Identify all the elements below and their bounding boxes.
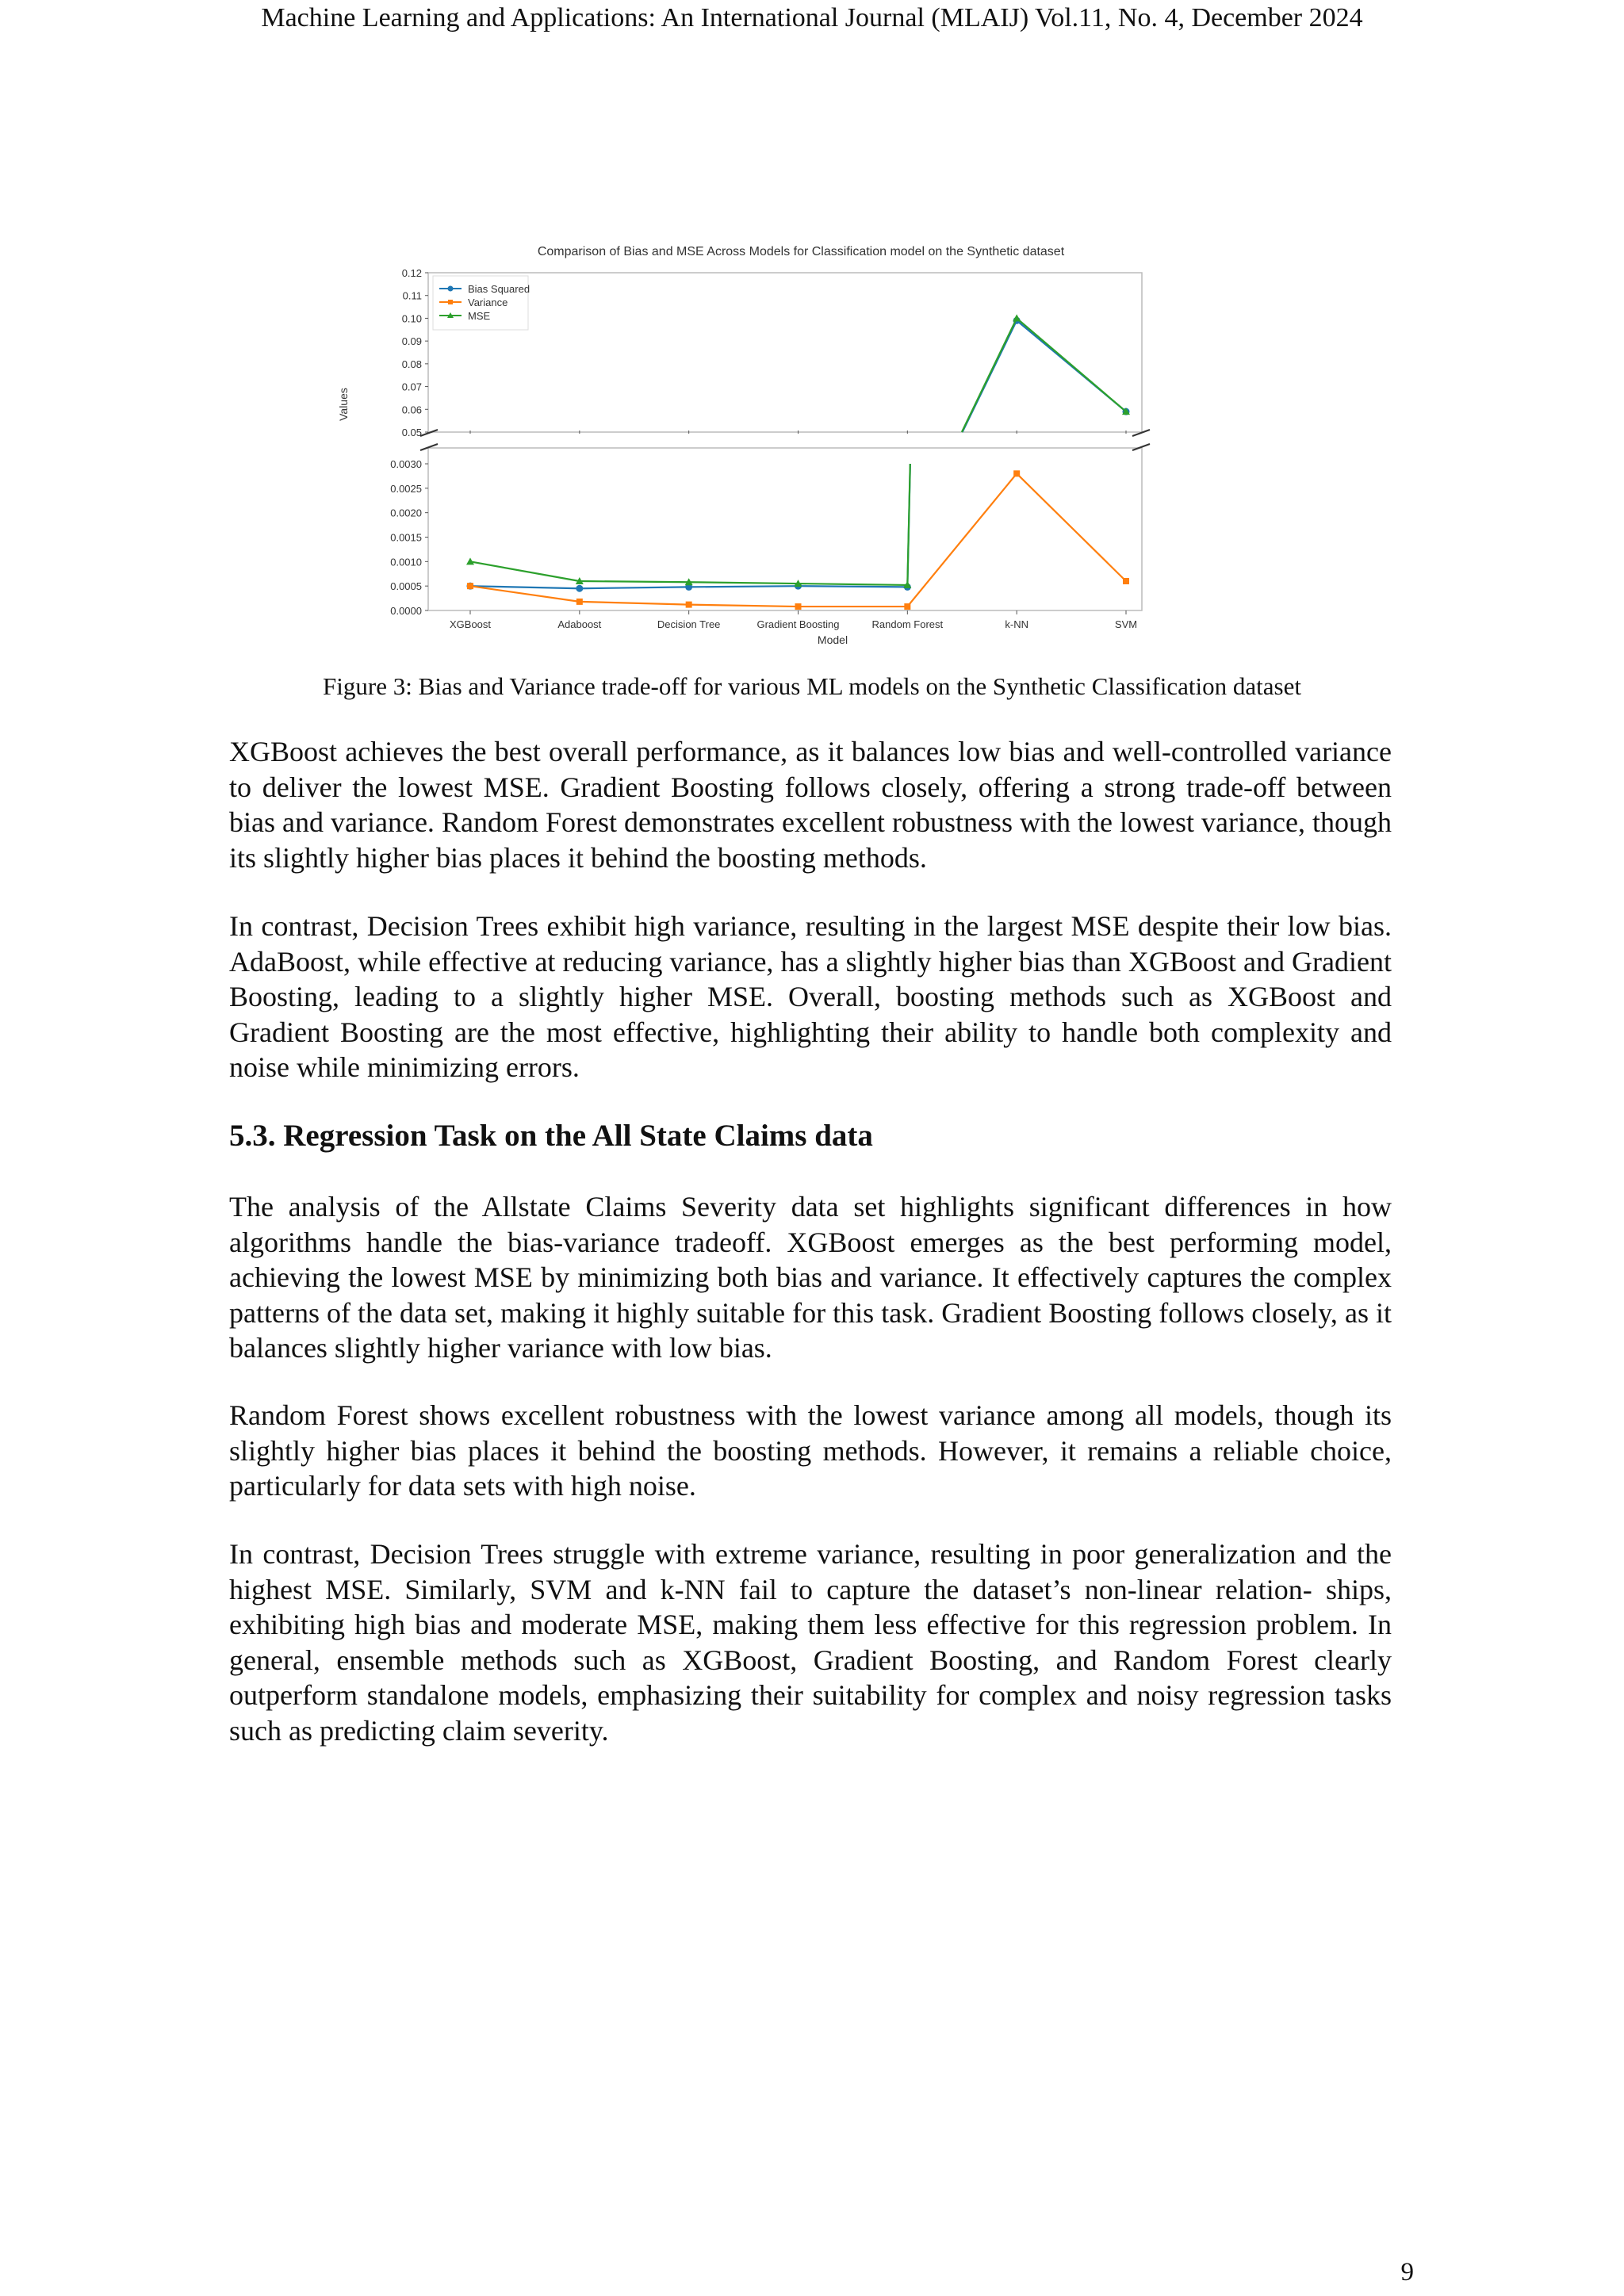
series-line-variance	[580, 602, 689, 605]
bias-variance-chart	[333, 238, 1300, 650]
y-tick-label-upper: 0.12	[401, 267, 422, 279]
paragraph-4: Random Forest shows excellent robustness with the lowest variance among all models, though its slightly higher bias places it behind the boosting methods. However, it remains a reliable choice, particularly for data sets with high noise.	[229, 1399, 1392, 1502]
legend-label: Variance	[468, 297, 508, 308]
series-line-variance	[907, 473, 1017, 607]
y-tick-label-lower: 0.0000	[390, 605, 422, 617]
series-line-mse	[799, 584, 908, 585]
data-point-variance	[467, 583, 473, 589]
data-point-variance	[1013, 470, 1020, 476]
y-tick-label-lower: 0.0010	[390, 556, 422, 568]
legend-label: MSE	[468, 310, 491, 322]
series-line-bias-squared	[799, 586, 908, 587]
x-tick-label: XGBoost	[449, 618, 492, 630]
x-tick-label: Random Forest	[871, 618, 944, 630]
series-line-variance	[1017, 473, 1126, 581]
y-tick-label-upper: 0.10	[401, 312, 422, 325]
y-tick-label-upper: 0.09	[401, 335, 422, 348]
y-tick-label-upper: 0.11	[402, 289, 422, 302]
y-tick-label-lower: 0.0025	[390, 482, 422, 495]
data-point-mse	[1013, 314, 1021, 321]
series-line-mse	[470, 561, 580, 581]
series-layer	[466, 314, 1130, 610]
y-tick-label-lower: 0.0030	[390, 458, 422, 470]
section-heading: 5.3. Regression Task on the All State Claims data	[229, 1119, 873, 1153]
x-tick-label: Decision Tree	[657, 618, 721, 630]
y-ticks-lower	[390, 458, 428, 617]
series-line-variance	[689, 605, 799, 607]
y-tick-label-upper: 0.07	[401, 381, 422, 393]
data-point-bias-squared	[576, 585, 583, 592]
series-line-mse	[1017, 318, 1126, 411]
series-line-bias-squared	[580, 587, 689, 588]
chart-title: Comparison of Bias and MSE Across Models for Classification model on the Synthetic dataset	[537, 245, 1065, 258]
paragraph-3: The analysis of the Allstate Claims Severity data set highlights significant differences in how algorithms handle the bias-variance tradeoff. XGBoost emerges as the best performing model, achieving the lowest MSE by minimizing both bias and variance. It effectively captures the complex patterns of the data set, making it highly suitable for this task. Gradient Boosting follows closely, as it balances slightly higher variance with low bias.	[229, 1191, 1392, 1364]
x-tick-label: SVM	[1114, 618, 1138, 630]
series-line-mse	[689, 582, 799, 584]
y-tick-label-upper: 0.08	[401, 358, 422, 370]
figure-3	[333, 238, 1300, 650]
data-point-variance	[795, 603, 802, 610]
y-ticks-upper	[402, 267, 428, 438]
x-axis-label: Model	[817, 633, 848, 646]
y-tick-label-lower: 0.0005	[390, 580, 422, 593]
series-line-bias-squared	[689, 586, 799, 587]
series-line-mse	[962, 318, 1017, 432]
legend-marker	[448, 286, 454, 292]
y-axis-label: Values	[337, 388, 350, 421]
series-line-mse	[580, 581, 689, 582]
y-tick-label-lower: 0.0020	[390, 507, 422, 519]
figure-caption: Figure 3: Bias and Variance trade-off for various ML models on the Synthetic Classification dataset	[323, 672, 1301, 700]
series-line-mse	[907, 464, 910, 585]
y-tick-label-upper: 0.05	[401, 427, 422, 438]
y-tick-label-lower: 0.0015	[390, 531, 422, 544]
legend-label: Bias Squared	[468, 283, 530, 295]
axis-break-marks	[420, 430, 1150, 450]
paragraph-1: XGBoost achieves the best overall performance, as it balances low bias and well-controlled variance to deliver the lowest MSE. Gradient Boosting follows closely, offering a strong trade-off between bias and variance. Random Forest demonstrates excellent robustness with the lowest variance, though its slightly higher bias places it behind the boosting methods.	[229, 736, 1392, 874]
running-header: Machine Learning and Applications: An International Journal (MLAIJ) Vol.11, No. 4, December 2024	[261, 3, 1363, 33]
x-tick-label: Adaboost	[557, 618, 602, 630]
data-point-mse	[466, 557, 474, 564]
x-ticks	[450, 430, 1137, 630]
data-point-variance	[904, 603, 910, 610]
data-point-variance	[1123, 578, 1129, 584]
plot-frame-upper	[428, 273, 1142, 432]
paragraph-5: In contrast, Decision Trees struggle with extreme variance, resulting in poor generalization and the highest MSE. Similarly, SVM and k-NN fail to capture the dataset’s non-linear relation- ships, exhibiting high bias and moderate MSE, making them less effective for this regression problem. In general, ensemble methods such as XGBoost, Gradient Boosting, and Random Forest clearly outperform standalone models, emphasizing their suitability for complex and noisy regression tasks such as predicting claim severity.	[229, 1538, 1392, 1747]
x-tick-label: k-NN	[1005, 618, 1028, 630]
x-tick-label: Gradient Boosting	[756, 618, 840, 630]
chart-legend	[433, 276, 530, 330]
paragraph-2: In contrast, Decision Trees exhibit high variance, resulting in the largest MSE despite their low bias. AdaBoost, while effective at reducing variance, has a slightly higher bias than XGBoost and Gradient Boosting, leading to a slightly higher MSE. Overall, boosting methods such as XGBoost and Gradient Boosting are the most effective, highlighting their ability to handle both complexity and noise while minimizing errors.	[229, 910, 1392, 1083]
data-point-variance	[686, 602, 692, 608]
legend-marker	[448, 300, 453, 304]
data-point-variance	[576, 599, 583, 605]
page-number: 9	[1400, 2258, 1414, 2286]
y-tick-label-upper: 0.06	[401, 404, 422, 416]
